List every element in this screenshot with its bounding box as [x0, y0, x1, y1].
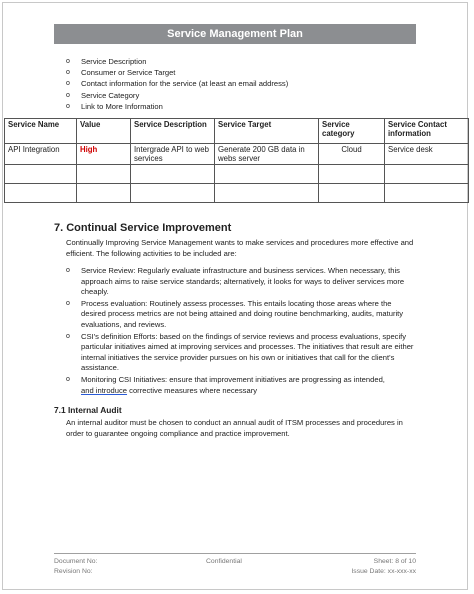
table-row	[5, 184, 469, 203]
subsection-text: An internal auditor must be chosen to conduct an annual audit of ITSM processes and procedures in order to guarantee ongoing compliance and practice improvement.	[66, 418, 403, 438]
footer-document-no: Document No:	[54, 558, 98, 565]
section-intro: Continually Improving Service Management wants to make services and procedures more effective and efficient. The following activities to be included are:	[66, 238, 414, 258]
bullet-icon: o	[66, 91, 70, 99]
column-header: Service category	[319, 119, 385, 144]
bullet-icon: o	[66, 299, 70, 307]
table-cell	[131, 165, 215, 184]
table-cell	[5, 165, 77, 184]
table-cell	[131, 184, 215, 203]
page-title: Service Management Plan	[54, 24, 416, 44]
subsection-heading: 7.1 Internal Audit	[54, 405, 122, 415]
list-item: o Service Description	[66, 57, 147, 66]
table-cell	[77, 165, 131, 184]
bullet-icon: o	[66, 332, 70, 340]
table-cell	[5, 184, 77, 203]
list-item: o Service Review: Regularly evaluate infrastructure and business services. When necessary, this approach aims to raise service standards; alternatively, it looks for ways to deliver services more cheaply.	[66, 266, 405, 297]
table-cell	[319, 165, 385, 184]
footer-divider	[54, 553, 416, 554]
list-item: o Monitoring CSI Initiatives: ensure that improvement initiatives are progressing as intended, and introduce corrective measures where necessary	[66, 374, 385, 395]
bullet-icon: o	[66, 58, 70, 65]
table-row	[5, 165, 469, 184]
bullet-icon: o	[66, 267, 70, 274]
improvement-list	[66, 266, 416, 397]
table-cell	[319, 184, 385, 203]
list-item: o Service Category	[66, 90, 140, 100]
list-item: o Consumer or Service Target	[66, 68, 176, 78]
bullet-icon: o	[66, 375, 70, 383]
table-cell: Service desk	[385, 144, 469, 165]
introduce-link[interactable]: and introduce	[81, 385, 128, 395]
table-cell	[215, 165, 319, 184]
table-header-row	[5, 119, 469, 144]
table-cell	[77, 184, 131, 203]
footer-sheet: Sheet: 8 of 10	[373, 558, 416, 565]
section-heading: 7. Continual Service Improvement	[54, 222, 232, 234]
bullet-icon: o	[66, 69, 70, 77]
table-cell	[385, 184, 469, 203]
bullet-icon: o	[66, 80, 70, 88]
list-item: o CSI's definition Efforts: based on the findings of service reviews and process evaluations, specify particular initiatives aimed at improving services and processes. The initiatives that result are either internal initiatives the service provider pursues on his own or initiatives that call for the client's assistance.	[66, 331, 414, 373]
table-cell: Intergrade API to web services	[131, 144, 215, 165]
footer-confidential: Confidential	[206, 558, 242, 565]
list-item: o Process evaluation: Routinely assess processes. This entails locating those areas where the desired process metrics are not being attained and doing routine benchmarking, audits, maturity evaluations, and reviews.	[66, 298, 404, 329]
list-item: o Contact information for the service (at least an email address)	[66, 79, 289, 89]
table-cell: API Integration	[5, 144, 77, 165]
top-bullet-list	[66, 56, 288, 112]
column-header: Value	[77, 119, 131, 144]
column-header: Service Name	[5, 119, 77, 144]
list-item: o Link to More Information	[66, 101, 163, 111]
table-cell	[385, 165, 469, 184]
footer-issue-date: Issue Date: xx-xxx-xx	[351, 568, 416, 575]
bullet-icon: o	[66, 102, 70, 110]
column-header: Service Target	[215, 119, 319, 144]
service-table	[4, 118, 469, 203]
table-cell: Cloud	[319, 144, 385, 165]
column-header: Service Contact information	[385, 119, 469, 144]
table-row	[5, 144, 469, 165]
table-cell	[215, 184, 319, 203]
value-cell: High	[77, 144, 131, 165]
table-cell: Generate 200 GB data in webs server	[215, 144, 319, 165]
footer-revision-no: Revision No:	[54, 568, 93, 575]
column-header: Service Description	[131, 119, 215, 144]
